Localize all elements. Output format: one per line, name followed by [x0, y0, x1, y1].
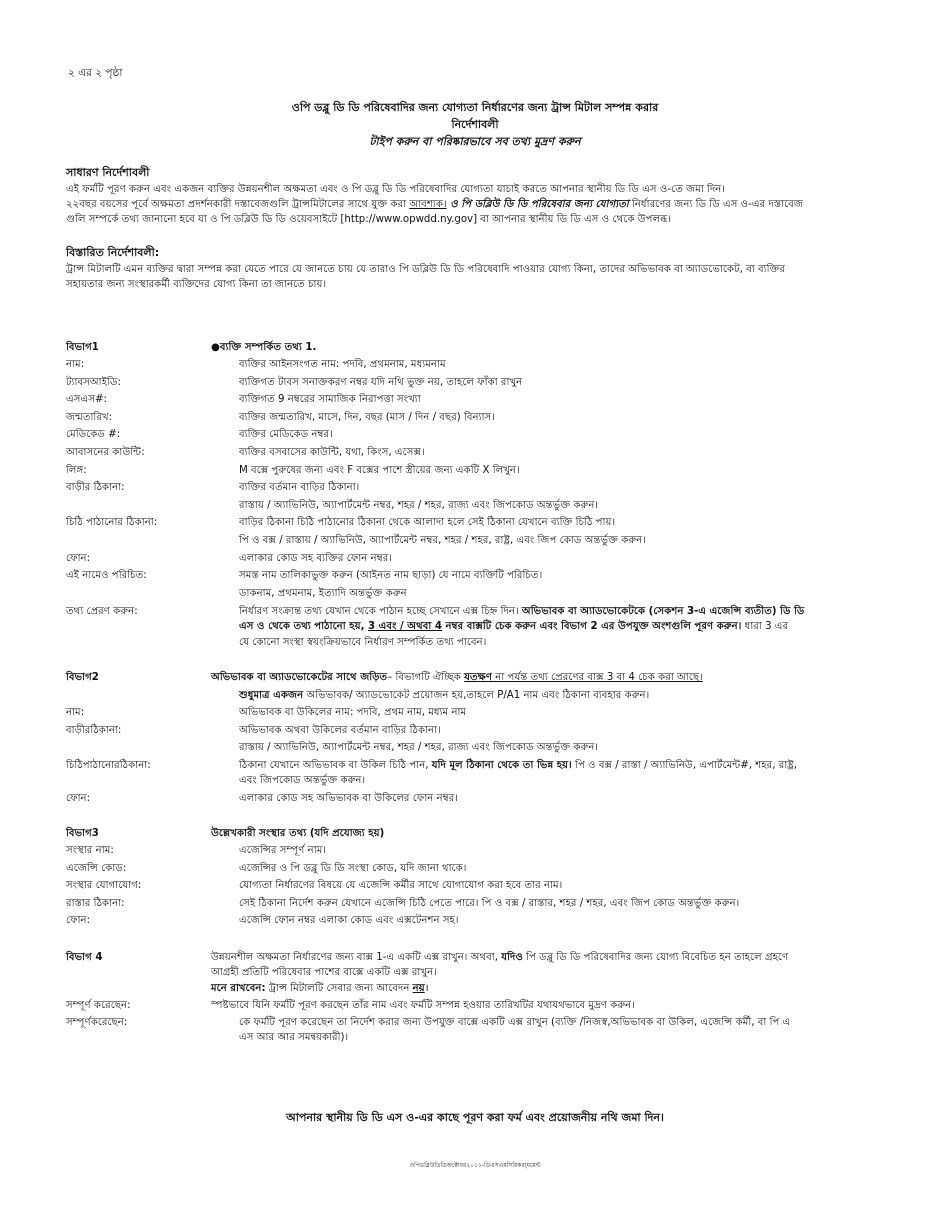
mailing-address-label: চিঠিপাঠানোরঠিকানা: [66, 760, 151, 771]
section2-field-label: বাড়ীরঠিকানা: [66, 724, 122, 736]
section1-field-label: চিঠি পাঠানোর ঠিকানা: [66, 517, 158, 529]
section1-field-label: মেডিকেড #: [66, 429, 121, 441]
detailed-line2: সহায়তার জন্য সংস্থারকর্মী ব্যক্তিদের যোগ্য কিনা তা জানতে চায়। [66, 278, 327, 290]
section1-field-value: ব্যক্তির বর্তমান বাড়ির ঠিকানা। [239, 482, 360, 494]
section2-label: বিভাগ2 [66, 672, 99, 683]
section4-label: বিভাগ 4 [66, 952, 103, 963]
submit-instruction: আপনার স্থানীয় ডি ডি এস ও-এর কাছে পূরণ করা ফর্ম এবং প্রয়োজনীয় নথি জমা দিন। [286, 1111, 664, 1124]
general-line2: ২২বছর বয়সের পূর্বে অক্ষমতা প্রদর্শনকারী দস্তাবেজগুলি ট্রান্সমিটালের সাথে যুক্ত করা আবশ্যক। ও পি ডব্লিউ ডি ডি পরিষেবার জন্য যোগ্যতা নির্ধারণের জন্য ডি ডি এস ও-এর দস্তাবেজ [66, 198, 803, 210]
section1-field-value: ডাকনাম, প্রথমনাম, ইত্যাদি অন্তর্ভুক্ত করুন [239, 587, 407, 599]
section1-field-label: জন্মতারিখ: [66, 411, 113, 423]
detailed-heading: বিস্তারিত নির্দেশাবলী: [66, 246, 160, 259]
required-text: আবশ্যক। [409, 198, 447, 210]
general-heading: সাধারণ নির্দেশাবলী [66, 166, 150, 179]
section1-field-label: বাড়ীর ঠিকানা: [66, 482, 125, 494]
section1-field-value: M বক্সে পুরুষের জন্য এবং F বক্সের পাশে স্ত্রীয়ের জন্য একটি X লিখুন। [239, 464, 520, 476]
section1-field-label: এসএস#: [66, 394, 107, 406]
section1-field-value: বাড়ির ঠিকানা চিঠি পাঠানোর ঠিকানা থেকে আলাদা হলে সেই ঠিকানা যেখানে ব্যক্তি চিঠি পায়। [239, 517, 616, 529]
section1-title: ●ব্যক্তি সম্পর্কিত তথ্য 1. [211, 342, 317, 353]
page-number: ২ এর ২ পৃষ্ঠা [68, 67, 123, 79]
section1-field-value: ব্যক্তির মেডিকেড নম্বর। [239, 429, 333, 441]
section1-field-label: লিঙ্গ: [66, 464, 87, 476]
section1-field-value: পি ও বক্স / রাস্তায় / অ্যাভিনিউ, অ্যাপার্টমেন্ট নম্বর, শহর / শহর, রাষ্ট্র, এবং জিপ কোড অন্তর্ভুক্ত করুন। [239, 535, 646, 546]
section2-field-label: নাম: [66, 707, 85, 718]
section3-field-value: যোগ্যতা নির্ধারণের বিষয়ে যে এজেন্সি কর্মীর সাথে যোগাযোগ করা হবে তার নাম। [239, 880, 563, 892]
general-line3: গুলি সম্পর্কে তথ্য জানানো হবে যা ও পি ডব্লিউ ডি ডি ওয়েবসাইটে [http://www.opwdd.ny.gov] বা আপনার স্থানীয় ডি ডি এস ও থেকে উপলব্ধ। [66, 214, 672, 226]
section3-title: উল্লেখকারী সংস্থার তথ্য (যদি প্রযোজ্য হয়) [211, 828, 385, 839]
section1-field-label: আবাসনের কাউন্টি: [66, 447, 145, 458]
print-instruction: টাইপ করুন বা পরিষ্কারভাবে সব তথ্য মুদ্রণ করুন [369, 135, 581, 148]
section2-title: অভিভাবক বা অ্যাডভোকেটের সাথে জড়িত– বিভাগটি ঐচ্ছিক যতক্ষণ না পর্যন্ত তথ্য প্রেরণের বাক্স 3 বা 4 চেক করা আছে। [211, 672, 703, 683]
section3-field-value: এজেন্সি ফোন নম্বর এলাকা কোড এবং এক্সটেনশন সহ। [239, 915, 459, 927]
form-code: ওপিডব্লিউডিডিঅক্টোবর২০১১-ডিএসএমসিরিকরা্যমেন্ট [409, 1162, 541, 1169]
section1-field-label: ট্যাবসআইডি: [66, 376, 121, 388]
section1-field-value: এলাকার কোড সহ ব্যক্তির ফোন নম্বর। [239, 552, 392, 564]
section3-field-label: এজেন্সি কোড: [66, 862, 127, 874]
detailed-line1: ট্রান্স মিটালটি এমন ব্যক্তির দ্বারা সম্পন্ন করা যেতে পারে যে জানতে চায় যে তারাও পি ডব্লিউ ডি ডি পরিষেবাদি পাওয়ার যোগ্য কিনা, তাদের অভিভাবক বা অ্যাডভোকেট, বা ব্যক্তির [66, 263, 786, 275]
section2-field-value: রাস্তায় / অ্যাভিনিউ, অ্যাপার্টমেন্ট নম্বর, শহর / শহর, রাজ্য এবং জিপকোড অন্তর্ভুক্ত করুন। [239, 742, 599, 754]
send-info-value: নির্ধারণ সংক্রান্ত তথ্য যেখান থেকে পাঠান হচ্ছে সেখানে এক্স চিহ্ন দিন। অভিভাবক বা অ্যাডভোকেটকে (সেকশন 3-এ এজেন্সি ব্যতীত) ডি ডি এস ও থেকে তথ্য পাঠানো হয়, 3 এবং / অথবা 4 নম্বর বাক্সটি চেক করুন এবং বিভাগ 2 এর উপযুক্ত অংশগুলি পূরণ করুন। ধারা 3 এর যে কোনো সংস্থা স্বয়ংক্রিয়ভাবে নির্ধারণ সম্পর্কিত তথ্য পাবেন। [239, 606, 805, 648]
section1-field-value: রাস্তায় / অ্যাভিনিউ, অ্যাপার্টমেন্ট নম্বর, শহর / শহর, রাজ্য এবং জিপকোড অন্তর্ভুক্ত করুন। [239, 499, 599, 511]
section1-field-label: ফোন: [66, 552, 91, 564]
section1-field-value: ব্যক্তির বসবাসের কাউন্টি, যথা, কিংস, এসেক্স। [239, 447, 425, 458]
section1-field-label: নাম: [66, 359, 85, 370]
section1-field-value: ব্যক্তিগত টাবস সনাক্তকরণ নম্বর যদি নথি ভুক্ত নয়, তাহলে ফাঁকা রাখুন [239, 376, 523, 388]
section1-field-value: ব্যক্তির আইনসংগত নাম: পদবি, প্রথমনাম, মধ্যমনাম [239, 359, 446, 370]
section3-field-value: এজেন্সির ও পি ডব্লু ডি ডি সংস্থা কোড, যদি জানা থাকে। [239, 862, 467, 874]
section1-field-value: ব্যক্তির জন্মতারিখ, মাসে, দিন, বছর (মাস / দিন / বছর) বিন্যাস। [239, 411, 495, 423]
general-line1: এই ফর্মটি পূরণ করুন এবং একজন ব্যক্তির উন্নয়নশীল অক্ষমতা এবং ও পি ডব্লু ডি ডি পরিষেবাদির যোগ্যতা যাচাই করতে আপনার স্থানীয় ডি ডি এস ও-তে জমা দিন। [66, 183, 726, 195]
section2-field-value: অভিভাবক অথবা উকিলের বর্তমান বাড়ির ঠিকানা। [239, 724, 441, 736]
section3-label: বিভাগ3 [66, 828, 99, 839]
section1-field-value: সমস্ত নাম তালিকাভুক্ত করুন (আইনত নাম ছাড়া) যে নামে ব্যক্তিটি পরিচিত। [239, 570, 543, 582]
section1-field-label: এই নামেও পরিচিত: [66, 570, 147, 582]
section3-field-value: এজেন্সির সম্পূর্ণ নাম। [239, 845, 326, 856]
section2-field-value: অভিভাবক বা উকিলের নাম: পদবি, প্রথম নাম, মধ্যম নাম [239, 707, 467, 718]
section3-field-label: রাস্তার ঠিকানা: [66, 897, 125, 909]
detailed-instructions [66, 245, 886, 292]
document-title-line2: নির্দেশাবলী [451, 118, 499, 131]
send-info-label: তথ্য প্রেরণ করুন: [66, 606, 138, 617]
section3-field-label: সংস্থার যোগাযোগ: [66, 880, 142, 892]
section3-field-label: ফোন: [66, 915, 91, 927]
general-instructions [66, 165, 886, 227]
section1-label: বিভাগ1 [66, 342, 99, 353]
section3-field-label: সংস্থার নাম: [66, 845, 114, 856]
section1-field-value: ব্যক্তিগত 9 নম্বরের সামাজিক নিরাপত্তা সংখ্যা [239, 394, 421, 406]
section3-field-value: সেই ঠিকানা নির্দেশ করুন যেখানে এজেন্সি চিঠি পেতে পারে। পি ও বক্স / রাস্তার, শহর / শহর, এবং জিপ কোড অন্তর্ভুক্ত করুন। [239, 897, 740, 909]
document-title: ওপি ডব্লু ডি ডি পরিষেবাদির জন্য যোগ্যতা নির্ধারণের জন্য ট্রান্স মিটাল সম্পন্ন করার [291, 101, 659, 114]
